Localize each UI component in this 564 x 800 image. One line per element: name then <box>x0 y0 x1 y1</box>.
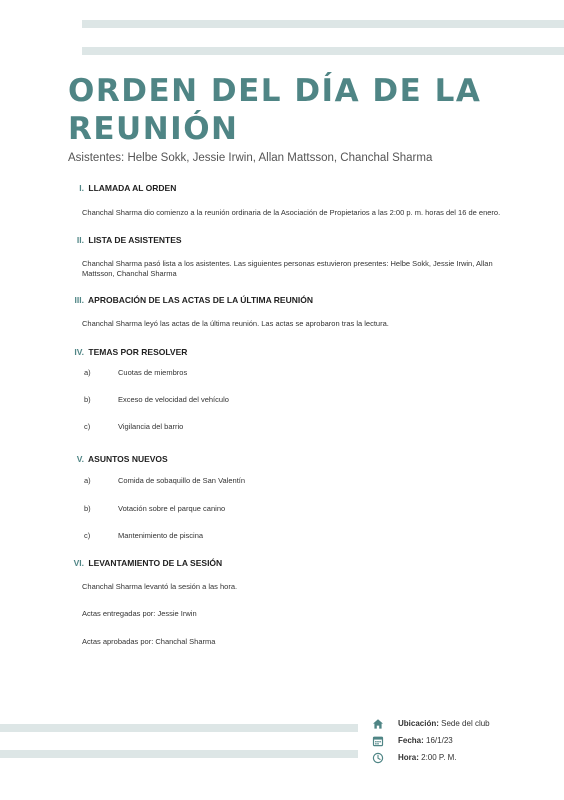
section-number: IV. <box>74 347 84 357</box>
decorative-bar-top-2 <box>82 47 564 55</box>
list-item <box>84 395 229 404</box>
item-text: Comida de sobaquillo de San Valentín <box>118 476 246 485</box>
list-item <box>84 504 225 513</box>
section-title: LLAMADA AL ORDEN <box>88 183 177 193</box>
section-title: TEMAS POR RESOLVER <box>88 347 188 357</box>
list-item <box>84 476 245 485</box>
attendees-line: Asistentes: Helbe Sokk, Jessie Irwin, Allan Mattsson, Chanchal Sharma <box>68 152 433 164</box>
item-text: Mantenimiento de piscina <box>118 531 204 540</box>
section-heading-3 <box>70 295 313 305</box>
section-heading-5 <box>70 454 168 464</box>
location-row <box>372 718 490 732</box>
date-value: 16/1/23 <box>426 736 453 746</box>
item-label: a) <box>84 368 91 377</box>
item-text: Cuotas de miembros <box>118 368 188 377</box>
section-heading-6 <box>70 558 222 568</box>
decorative-bar-bottom-2 <box>0 750 358 758</box>
section-heading-4 <box>70 347 187 357</box>
section-title: LISTA DE ASISTENTES <box>88 235 182 245</box>
time-row <box>372 752 457 766</box>
section-heading-2 <box>70 235 182 245</box>
item-label: b) <box>84 395 91 404</box>
decorative-bar-top-1 <box>82 20 564 28</box>
minutes-approved-by: Actas aprobadas por: Chanchal Sharma <box>82 637 216 646</box>
time-value: 2:00 P. M. <box>421 753 457 763</box>
list-item <box>84 422 183 431</box>
time-label: Hora: <box>398 753 419 763</box>
item-text: Votación sobre el parque canino <box>118 504 226 513</box>
list-item <box>84 531 203 540</box>
date-row <box>372 735 453 749</box>
section-heading-1 <box>70 183 176 193</box>
section-number: I. <box>79 183 84 193</box>
date-label: Fecha: <box>398 736 424 746</box>
item-label: c) <box>84 422 91 431</box>
item-label: b) <box>84 504 91 513</box>
section-number: II. <box>76 235 84 245</box>
page-title: ORDEN DEL DÍA DE LA REUNIÓN <box>68 73 482 147</box>
clock-icon <box>372 752 384 764</box>
section-number: VI. <box>73 558 84 568</box>
section-text-3: Chanchal Sharma leyó las actas de la última reunión. Las actas se aprobaron tras la lectura. <box>82 319 389 328</box>
list-item <box>84 368 187 377</box>
section-text-2: Chanchal Sharma pasó lista a los asistentes. Las siguientes personas estuvieron presentes: Helbe Sokk, Jessie Irwin, Allan Mattsson, Chanchal Sharma <box>82 259 493 278</box>
section-text-1: Chanchal Sharma dio comienzo a la reunión ordinaria de la Asociación de Propietarios a las 2:00 p. m. horas del 16 de enero. <box>82 208 501 217</box>
section-number: III. <box>74 295 84 305</box>
section-title: APROBACIÓN DE LAS ACTAS DE LA ÚLTIMA REUNIÓN <box>88 295 313 305</box>
calendar-icon <box>372 735 384 747</box>
section-title: ASUNTOS NUEVOS <box>88 454 168 464</box>
section-number: V. <box>76 454 84 464</box>
location-label: Ubicación: <box>398 719 439 729</box>
item-text: Exceso de velocidad del vehículo <box>118 395 229 404</box>
section-text-6: Chanchal Sharma levantó la sesión a las hora. <box>82 582 238 591</box>
minutes-delivered-by: Actas entregadas por: Jessie Irwin <box>82 609 197 618</box>
home-icon <box>372 718 384 730</box>
item-label: a) <box>84 476 91 485</box>
section-title: LEVANTAMIENTO DE LA SESIÓN <box>88 558 223 568</box>
decorative-bar-bottom-1 <box>0 724 358 732</box>
location-value: Sede del club <box>441 719 490 729</box>
item-label: c) <box>84 531 91 540</box>
item-text: Vigilancia del barrio <box>118 422 184 431</box>
